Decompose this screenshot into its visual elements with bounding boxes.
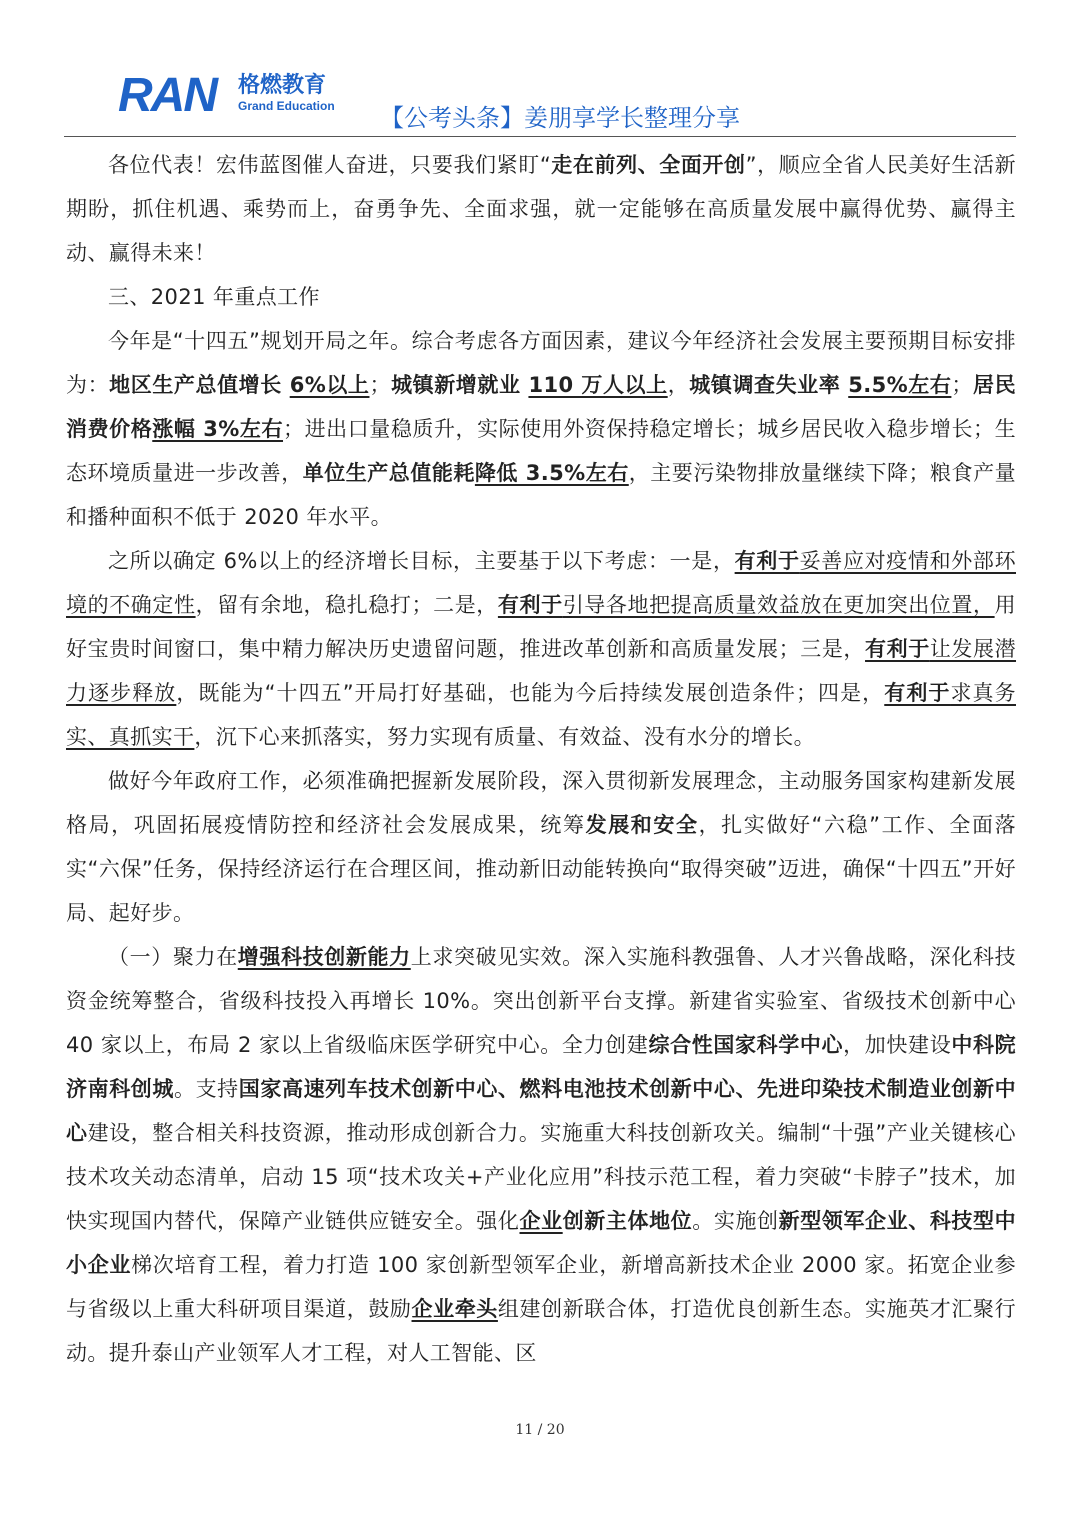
text-run: ，扎实做好“六稳”工作、全面落实“六保”任务，保持经济运行在合理区间，推动新旧动能转换向“取得突破”迈进，确保“十四五”开好局、起好步。 <box>66 813 1017 925</box>
text-run: 梯次培育工程，着力打造 100 家创新型领军企业，新增高新技术企业 2000 家。拓宽企业参与省级以上重大科研项目渠道，鼓励 <box>66 1253 1016 1321</box>
logo-chinese-name: 格燃教育 <box>238 73 327 98</box>
emphasized-text: 涨幅 3%左右 <box>152 417 284 441</box>
emphasized-text: 新型领军企业、科技型中小企业 <box>66 1209 1016 1277</box>
page-header <box>0 0 1080 140</box>
text-run: 做好今年政府工作，必须准确把握新发展阶段，深入贯彻新发展理念，主动服务国家构建新发展格局，巩固拓展疫情防控和经济社会发展成果，统筹 <box>66 769 1016 837</box>
emphasized-text: 企业牵头 <box>411 1297 498 1321</box>
emphasized-text: 110 万人以上 <box>528 373 668 397</box>
emphasized-text: 有利于 <box>884 681 951 705</box>
logo <box>118 69 358 122</box>
text-run: ，加快建设 <box>843 1033 952 1057</box>
page-number: 11 / 20 <box>515 1422 565 1438</box>
logo-english-name: Grand Education <box>238 99 335 113</box>
text-run: ，沉下心来抓落实，努力实现有质量、有效益、没有水分的增长。 <box>194 725 816 749</box>
text-run: 让发展潜力逐步释放 <box>66 637 1017 705</box>
emphasized-text: 有利于 <box>734 549 800 573</box>
emphasized-text: 企业 <box>519 1209 563 1233</box>
text-run: 之所以确定 6%以上的经济增长目标，主要基于以下考虑：一是， <box>108 549 735 573</box>
text-run: ； <box>951 373 973 397</box>
emphasized-text: 居民消费价格 <box>66 373 1016 441</box>
emphasized-text: 发展和安全 <box>585 813 699 837</box>
text-run: 上求突破见实效。深入实施科教强鲁、人才兴鲁战略，深化科技资金统筹整合，省级科技投入再增长 10%。突出创新平台支撑。新建省实验室、省级技术创新中心 40 家以上，布局 2 家以上省级临床医学研究中心。全力创建 <box>66 945 1016 1057</box>
emphasized-text: 地区生产总值增长 <box>109 373 290 397</box>
emphasized-text: 国家高速列车技术创新中心、燃料电池技术创新中心、先进印染技术制造业创新中心 <box>66 1077 1017 1145</box>
emphasized-text: 降低 3.5%左右 <box>474 461 629 485</box>
paragraph <box>66 319 1016 539</box>
text-run: 。支持 <box>173 1077 239 1101</box>
emphasized-text: 5.5%左右 <box>848 373 952 397</box>
text-run: （一）聚力在 <box>108 945 238 969</box>
text-run: 。实施创 <box>692 1209 779 1233</box>
text-run: 用好宝贵时间窗口，集中精力解决历史遗留问题，推进改革创新和高质量发展；三是， <box>66 593 1017 661</box>
text-run: ，既能为“十四五”开局打好基础，也能为今后持续发展创造条件；四是， <box>176 681 885 705</box>
emphasized-text: 综合性国家科学中心 <box>648 1033 844 1057</box>
header-title: 【公考头条】姜朋享学长整理分享 <box>380 104 740 132</box>
header-divider <box>64 136 1016 137</box>
text-run: 引导各地把提高质量效益放在更加突出位置， <box>562 593 995 617</box>
emphasized-text: 创新主体地位 <box>562 1209 693 1233</box>
emphasized-text: 有利于 <box>497 593 563 617</box>
text-run: 组建创新联合体，打造优良创新生态。实施英才汇聚行动。提升泰山产业领军人才工程，对人工智能、区 <box>66 1297 1016 1365</box>
emphasized-text: 有利于 <box>865 637 930 661</box>
emphasized-text: 中科院济南科创城 <box>66 1033 1016 1101</box>
text-run: ”，顺应全省人民美好生活新期盼，抓住机遇、乘势而上，奋勇争先、全面求强，就一定能够在高质量发展中赢得优势、赢得主动、赢得未来！ <box>66 153 1016 265</box>
text-run: ，主要污染物排放量继续下降；粮食产量和播种面积不低于 2020 年水平。 <box>66 461 1017 529</box>
paragraph <box>66 143 1016 275</box>
text-run: 求真务实、真抓实干 <box>66 681 1016 749</box>
emphasized-text: 单位生产总值能耗 <box>302 461 475 485</box>
paragraph <box>66 759 1016 935</box>
emphasized-text: 走在前列、全面开创 <box>551 153 746 177</box>
emphasized-text: 城镇调查失业率 <box>689 373 849 397</box>
text-run: 妥善应对疫情和外部环境的不确定性 <box>66 549 1016 617</box>
emphasized-text: 城镇新增就业 <box>390 373 529 397</box>
text-run: 各位代表！宏伟蓝图催人奋进，只要我们紧盯“ <box>108 153 552 177</box>
paragraph <box>66 275 1016 319</box>
text-run: ； <box>369 373 391 397</box>
paragraph <box>66 935 1016 1375</box>
text-run: ， <box>667 373 690 397</box>
text-run: 今年是“十四五”规划开局之年。综合考虑各方面因素，建议今年经济社会发展主要预期目标安排为： <box>66 329 1016 397</box>
paragraph <box>66 539 1016 759</box>
logo-mark: RAN <box>118 69 216 122</box>
document-body <box>66 143 1016 1375</box>
emphasized-text: 6%以上 <box>289 373 370 397</box>
text-run: 三、2021 年重点工作 <box>108 285 320 309</box>
text-run: 建设，整合相关科技资源，推动形成创新合力。实施重大科技创新攻关。编制“十强”产业关键核心技术攻关动态清单，启动 15 项“技术攻关+产业化应用”科技示范工程，着力突破“卡脖子”技术，加快实现国内替代，保障产业链供应链安全。强化 <box>66 1121 1017 1233</box>
emphasized-text: 增强科技创新能力 <box>237 945 411 969</box>
text-run: ；进出口量稳质升，实际使用外资保持稳定增长；城乡居民收入稳步增长；生态环境质量进一步改善， <box>66 417 1016 485</box>
text-run: ，留有余地，稳扎稳打；二是， <box>195 593 498 617</box>
